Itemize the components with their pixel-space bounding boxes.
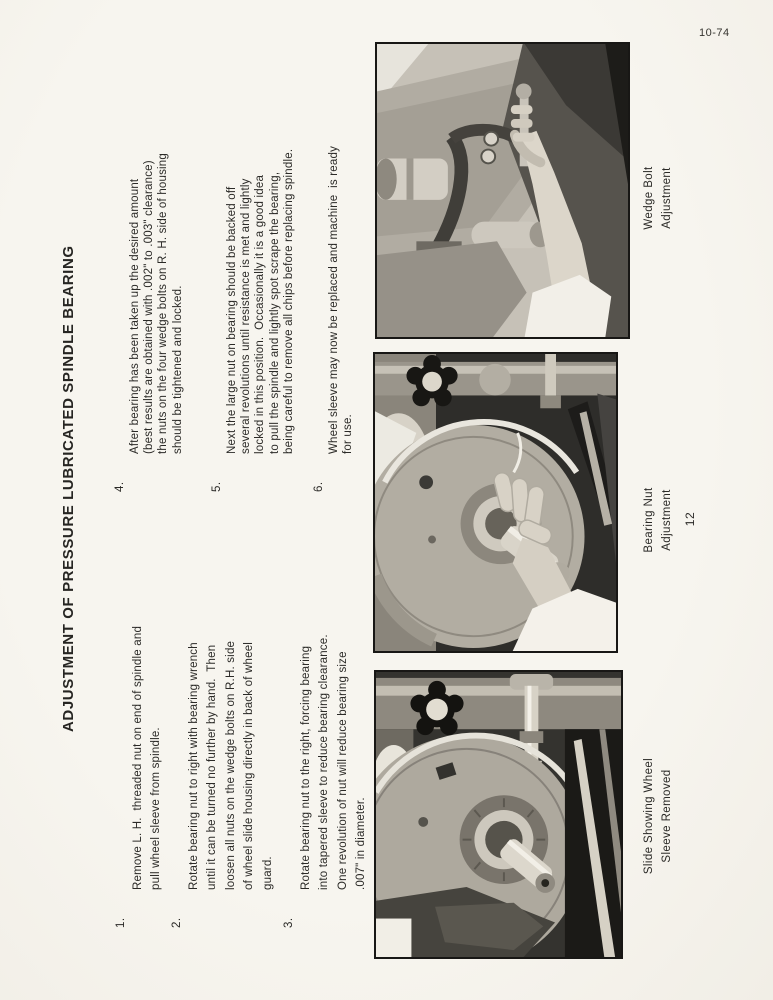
step-5-line: several revolutions until resistance is met and lightly xyxy=(240,178,253,454)
step-4-line: the nuts on the four wedge bolts on R. H. side of housing xyxy=(157,153,170,454)
step-1-line: pull wheel sleeve from spindle. xyxy=(150,727,163,890)
caption-line: Slide Showing Wheel xyxy=(643,757,655,875)
step-2-line: guard. xyxy=(261,856,274,890)
step-2-line: Rotate bearing nut to right with bearing wrench xyxy=(188,642,200,890)
page-number: 12 xyxy=(683,511,697,527)
step-4-line: should be tightened and locked. xyxy=(171,285,184,454)
caption-line: Adjustment xyxy=(660,489,673,551)
caption-bearing-nut-adjustment xyxy=(641,440,676,600)
date-code: 10-74 xyxy=(699,27,730,39)
step-5-line: being careful to remove all chips before replacing spindle. xyxy=(282,148,295,454)
step-4-line: After bearing has been taken up the desired amount xyxy=(129,178,141,454)
step-1-number: 1. xyxy=(115,917,127,928)
step-1 xyxy=(115,625,166,928)
step-3-line: .007" in diameter. xyxy=(355,797,368,890)
step-3-number: 3. xyxy=(283,917,295,928)
caption-line: Sleeve Removed xyxy=(660,769,673,863)
caption-line: Adjustment xyxy=(660,167,673,229)
page-title: ADJUSTMENT OF PRESSURE LUBRICATED SPINDLE BEARING xyxy=(60,245,77,732)
step-2 xyxy=(171,640,277,928)
step-5-number: 5. xyxy=(211,481,223,492)
caption-line: Bearing Nut xyxy=(643,487,655,553)
step-2-line: loosen all nuts on the wedge bolts on R.H. side xyxy=(224,640,237,890)
caption-line: Wedge Bolt xyxy=(643,166,655,230)
step-6-line: for use. xyxy=(342,414,355,454)
step-4-line: (best results are obtained with .002" to .003" clearance) xyxy=(143,160,156,454)
step-3-line: Rotate bearing nut to the right, forcing bearing xyxy=(300,645,312,890)
step-5-line: locked in this position. Occasionally it is a good idea xyxy=(254,174,267,454)
step-5 xyxy=(211,148,296,492)
step-4-number: 4. xyxy=(114,481,126,492)
step-3-line: into tapered sleeve to reduce bearing clearance. xyxy=(318,634,331,890)
step-5-line: Next the large nut on bearing should be backed off xyxy=(226,186,238,454)
caption-slide-showing-wheel xyxy=(641,736,676,896)
step-5-line: to pull the spindle and lightly spot scrape the bearing, xyxy=(268,171,281,454)
step-2-number: 2. xyxy=(171,917,183,928)
step-2-line: until it can be turned no further by hand. Then xyxy=(206,644,219,890)
step-3-line: One revolution of nut will reduce bearing size xyxy=(336,651,349,890)
step-2-line: of wheel slide housing directly in back of wheel xyxy=(243,641,256,890)
step-3 xyxy=(283,634,371,928)
step-1-line: Remove L. H. threaded nut on end of spindle and xyxy=(132,625,144,890)
caption-wedge-bolt-adjustment xyxy=(641,118,676,278)
step-4 xyxy=(114,153,185,492)
step-6-number: 6. xyxy=(313,481,325,492)
step-6 xyxy=(313,145,355,492)
step-6-line: Wheel sleeve may now be replaced and machine is ready xyxy=(328,145,340,454)
